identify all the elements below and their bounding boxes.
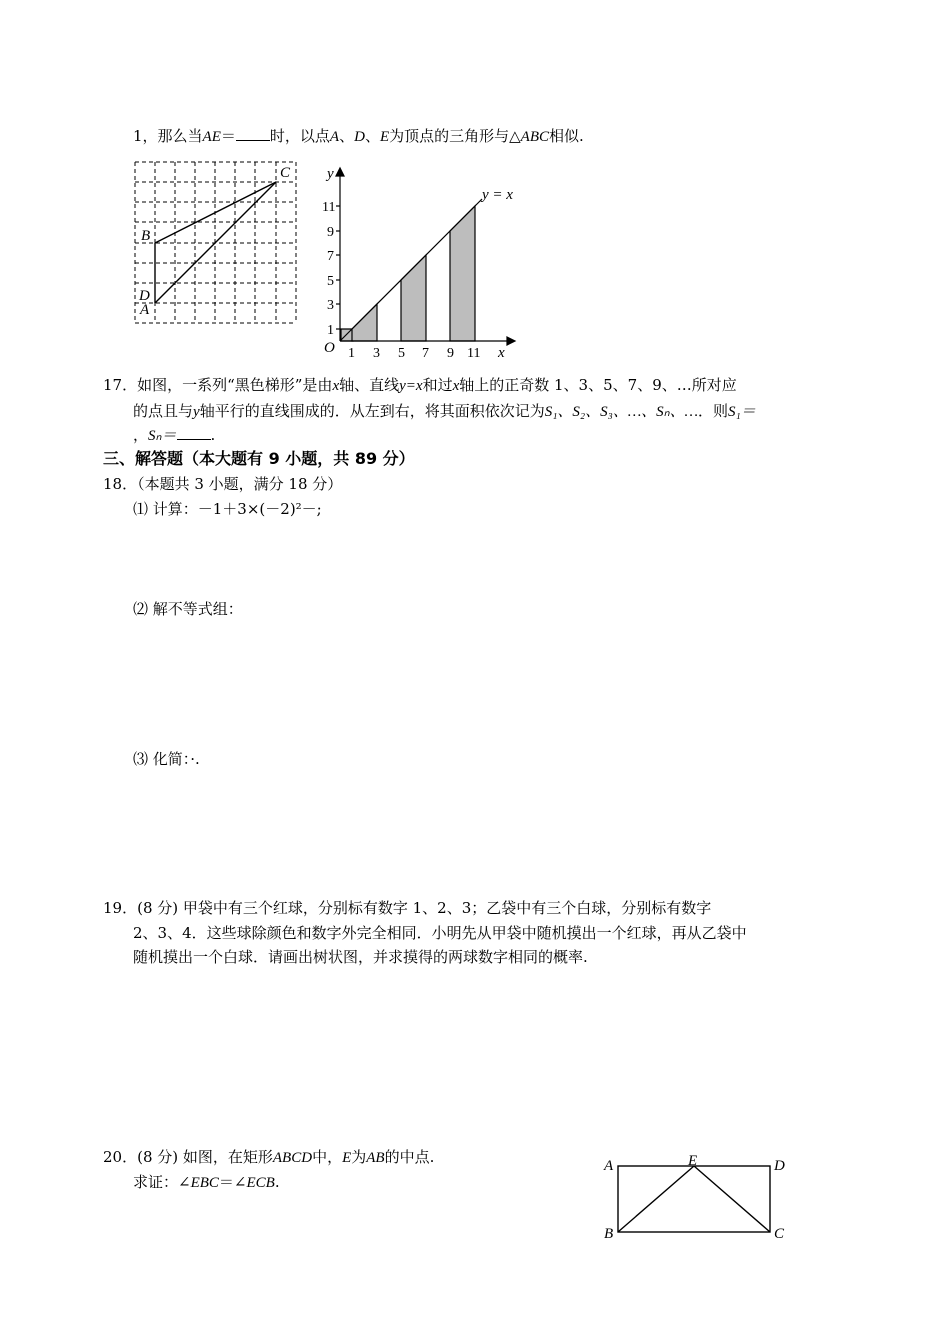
- q17-l2a: 的点且与: [133, 402, 194, 420]
- q16-eq: ＝: [220, 127, 236, 145]
- y-axis-arrow: [336, 168, 344, 176]
- q17-line2: [133, 401, 756, 422]
- x-axis-label: x: [498, 345, 505, 360]
- grid-label-d: D: [139, 288, 150, 304]
- origin-label: O: [324, 340, 335, 356]
- y-tick-5: 5: [327, 274, 334, 289]
- q17-s1: S₁＝: [728, 404, 756, 420]
- q17-line1: [103, 375, 737, 396]
- q18-part1: ⑴ 计算：－1＋3×(－2)²－;: [133, 500, 322, 518]
- q17-l1c: 和过: [422, 376, 453, 394]
- q16-answer-blank[interactable]: [236, 126, 270, 141]
- rectangle-figure: [598, 1150, 798, 1250]
- rect-label-e: E: [688, 1153, 698, 1169]
- q16-mid: 时，以点: [269, 127, 330, 145]
- q19-line3: 随机摸出一个白球．请画出树状图，并求摸得的两球数字相同的概率.: [133, 948, 588, 966]
- q20-proof-pre: 求证：∠: [133, 1173, 191, 1191]
- q20-proof-eq: ＝∠: [218, 1173, 247, 1191]
- q20-line1: [103, 1147, 434, 1168]
- q17-l1b: 轴、直线: [339, 376, 400, 394]
- y-axis-label: y: [327, 166, 334, 182]
- q19-line1: 19．(8 分) 甲袋中有三个红球，分别标有数字 1、2、3；乙袋中有三个白球，分别标有数字: [103, 899, 712, 917]
- x-tick-3: 3: [373, 346, 380, 360]
- q16-abc: ABC: [520, 129, 550, 145]
- q17-x: x: [332, 378, 340, 394]
- q20-ebc: EBC: [190, 1175, 219, 1191]
- x-tick-5: 5: [398, 346, 405, 360]
- q20-pre: (8 分) 如图，在矩形: [137, 1148, 273, 1166]
- q17-l3a: ，: [133, 426, 149, 444]
- q17-number: 17．: [103, 376, 138, 394]
- q16-a: A: [329, 129, 340, 145]
- grid-label-b: B: [141, 228, 151, 244]
- q20-ecb: ECB: [246, 1175, 275, 1191]
- q16-end: 相似.: [549, 127, 584, 145]
- q20-end: 的中点.: [384, 1148, 435, 1166]
- q17-sn: Sₙ＝: [148, 428, 177, 444]
- y-tick-1: 1: [327, 323, 334, 338]
- section3-title: 三、解答题（本大题有 9 小题，共 89 分）: [103, 449, 415, 468]
- q20-proof-end: .: [274, 1173, 280, 1191]
- q20-line2: [133, 1172, 280, 1193]
- q20-mid: 中，: [312, 1148, 343, 1166]
- rectangle-abcd: [618, 1166, 770, 1232]
- q17-l2b: 轴平行的直线围成的．从左到右，将其面积依次记为: [199, 402, 545, 420]
- q20-e: E: [342, 1150, 352, 1166]
- trapezoid-s1: [341, 329, 353, 341]
- y-tick-7: 7: [327, 249, 334, 264]
- trapezoid-figure: [322, 160, 527, 360]
- q16-e: E: [379, 129, 390, 145]
- q20-mid2: 为: [351, 1148, 367, 1166]
- x-tick-11: 11: [467, 346, 481, 360]
- rect-label-a: A: [604, 1158, 614, 1174]
- q18-part3: ⑶ 化简：·.: [133, 750, 200, 768]
- q18-part2: ⑵ 解不等式组：: [133, 600, 243, 618]
- q17-x2: x: [452, 378, 460, 394]
- x-axis-arrow: [507, 337, 515, 345]
- q20-ab: AB: [366, 1150, 385, 1166]
- q17-answer-blank[interactable]: [177, 425, 211, 440]
- q16-post: 为顶点的三角形与△: [389, 127, 521, 145]
- trapezoid-s3-shape: [450, 206, 475, 341]
- q17-s-list: S₁、S₂、S₃、…、Sₙ、…: [544, 404, 698, 420]
- grid-label-a: A: [140, 302, 150, 318]
- q20-number: 20．: [103, 1148, 138, 1166]
- q17-l2c: ．则: [698, 402, 729, 420]
- rect-label-b: B: [604, 1226, 614, 1242]
- q16-text: [133, 126, 584, 147]
- q16-d: D: [354, 129, 365, 145]
- rect-label-c: C: [774, 1226, 785, 1242]
- q17-y: y: [193, 404, 200, 420]
- q16-pre: 1，那么当: [133, 127, 203, 145]
- x-tick-7: 7: [422, 346, 429, 360]
- y-tick-3: 3: [327, 298, 334, 313]
- q17-l1d: 轴上的正奇数 1、3、5、7、9、…所对应: [459, 376, 737, 394]
- grid-triangle-figure: [128, 155, 308, 330]
- x-tick-1: 1: [348, 346, 355, 360]
- grid-label-c: C: [280, 165, 291, 181]
- q17-line3: [133, 425, 215, 446]
- y-tick-9: 9: [327, 225, 334, 240]
- q18-header: 18．（本题共 3 小题，满分 18 分）: [103, 475, 343, 493]
- q16-sep2: 、: [364, 127, 380, 145]
- q20-abcd: ABCD: [272, 1150, 313, 1166]
- rect-label-d: D: [774, 1158, 785, 1174]
- line-label: y = x: [482, 187, 513, 203]
- x-tick-9: 9: [447, 346, 454, 360]
- q17-yx: y=x: [399, 378, 423, 394]
- trapezoid-s1-shape: [352, 304, 377, 341]
- q17-l3end: .: [210, 426, 216, 444]
- q16-ae: AE: [202, 129, 221, 145]
- y-tick-11: 11: [322, 200, 336, 215]
- q19-line2: 2、3、4．这些球除颜色和数字外完全相同．小明先从甲袋中随机摸出一个红球，再从乙袋中: [133, 924, 747, 942]
- q16-sep1: 、: [339, 127, 355, 145]
- q17-l1a: 如图，一系列“黑色梯形”是由: [137, 376, 333, 394]
